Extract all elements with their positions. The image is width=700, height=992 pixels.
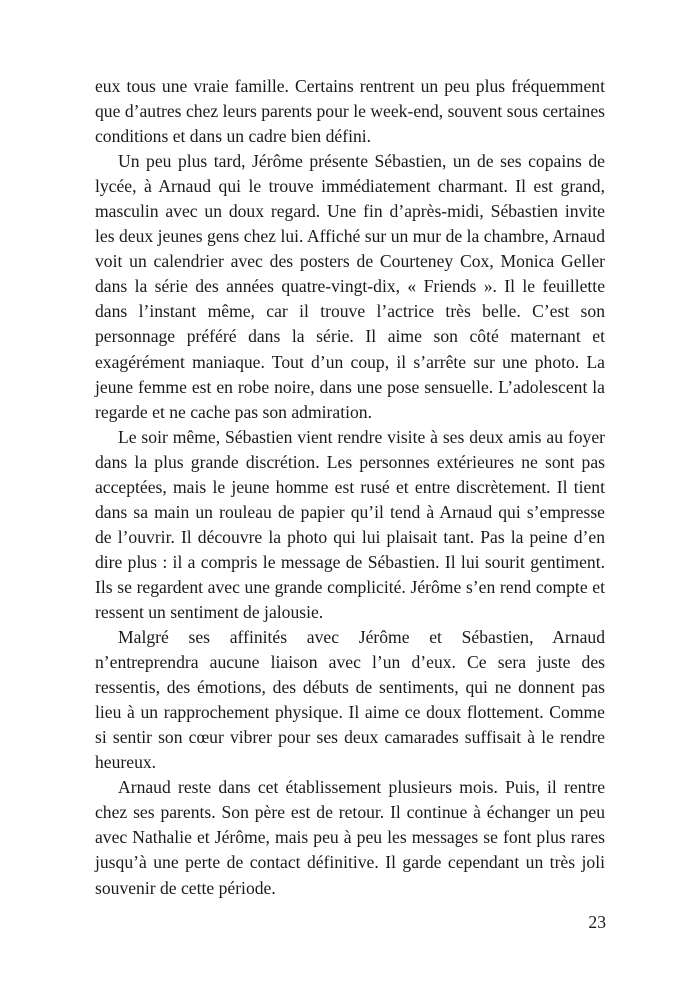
paragraph-1: eux tous une vraie famille. Certains rentrent un peu plus fréquemment que d’autres chez leurs parents pour le week-end, souvent sous certaines conditions et dans un cadre bien défini.: [95, 76, 605, 147]
page-number: 23: [588, 912, 606, 932]
body-text: [95, 74, 605, 901]
paragraph-4: Malgré ses affinités avec Jérôme et Sébastien, Arnaud n’entreprendra aucune liaison avec l’un d’eux. Ce sera juste des ressentis, des émotions, des débuts de sentiments, qui ne donnent pas lieu à un rapprochement physique. Il aime ce doux flottement. Comme si sentir son cœur vibrer pour ses deux camarades suffisait à le rendre heureux.: [95, 627, 605, 773]
paragraph-5: Arnaud reste dans cet établissement plusieurs mois. Puis, il rentre chez ses parents. Son père est de retour. Il continue à échanger un peu avec Nathalie et Jérôme, mais peu à peu les messages se font plus rares jusqu’à une perte de contact définitive. Il garde cependant un très joli souvenir de cette période.: [95, 777, 605, 898]
paragraph-3: Le soir même, Sébastien vient rendre visite à ses deux amis au foyer dans la plus grande discrétion. Les personnes extérieures ne sont pas acceptées, mais le jeune homme est rusé et entre discrètement. Il tient dans sa main un rouleau de papier qu’il tend à Arnaud qui s’empresse de l’ouvrir. Il découvre la photo qui lui plaisait tant. Pas la peine d’en dire plus : il a compris le message de Sébastien. Il lui sourit gentiment. Ils se regardent avec une grande complicité. Jérôme s’en rend compte et ressent un sentiment de jalousie.: [95, 426, 605, 622]
paragraph-2: Un peu plus tard, Jérôme présente Sébastien, un de ses copains de lycée, à Arnaud qui le trouve immédiatement charmant. Il est grand, masculin avec un doux regard. Une fin d’après-midi, Sébastien invite les deux jeunes gens chez lui. Affiché sur un mur de la chambre, Arnaud voit un calendrier avec des posters de Courteney Cox, Monica Geller dans la série des années quatre-vingt-dix, « Friends ». Il le feuillette dans l’instant même, car il trouve l’actrice très belle. C’est son personnage préféré dans la série. Il aime son côté maternant et exagérément maniaque. Tout d’un coup, il s’arrête sur une photo. La jeune femme est en robe noire, dans une pose sensuelle. L’adolescent la regarde et ne cache pas son admiration.: [95, 151, 605, 422]
